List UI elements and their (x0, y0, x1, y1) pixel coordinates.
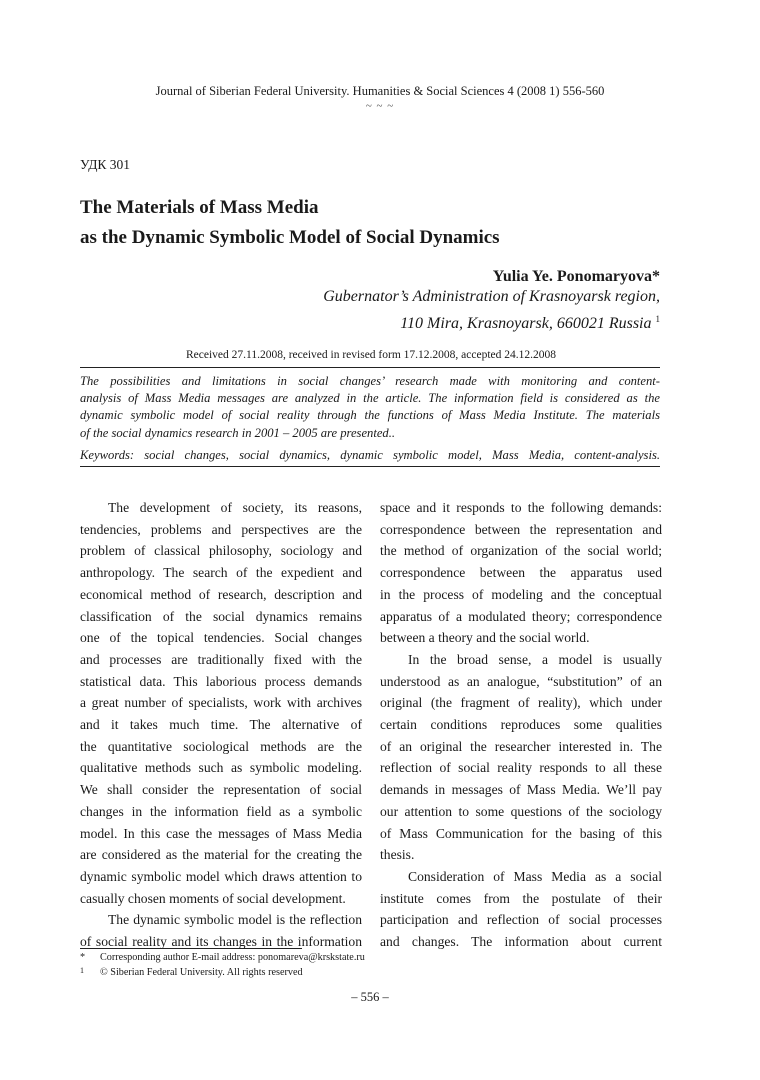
affiliation-line-2 (323, 308, 660, 335)
body-line: The dynamic symbolic model is the reflection (108, 912, 362, 928)
body-line: qualitative methods such as symbolic modeling. (80, 760, 362, 776)
article-title (80, 193, 500, 253)
body-line: the method of organization of the social world; (380, 543, 662, 559)
body-line: of social reality and its changes in the information (80, 934, 362, 950)
udk-code: УДК 301 (80, 157, 131, 172)
body-line: of an original the researcher interested in. The (380, 738, 662, 754)
body-line: reflection of social reality responds to all these (380, 760, 662, 776)
body-line: and processes are traditionally fixed with the (80, 651, 362, 667)
body-line: tendencies, problems and perspectives are the (80, 521, 362, 537)
body-line: in the process of modeling and the conceptual (380, 586, 662, 602)
received-dates: Received 27.11.2008, received in revised form 17.12.2008, accepted 24.12.2008 (185, 349, 557, 361)
body-line: model. In this case the messages of Mass Media (80, 825, 362, 841)
abstract-line: dynamic symbolic model of social reality through the functions of Mass Media Institute. The materials (80, 408, 660, 423)
header-ornament: ~ ~ ~ (365, 100, 395, 112)
body-line: demands in messages of Mass Media. We’ll pay (380, 782, 662, 798)
author-name: Yulia Ye. Ponomaryova* (492, 268, 660, 285)
body-line: correspondence between the apparatus used (380, 565, 662, 581)
title-line-1: The Materials of Mass Media (80, 197, 319, 218)
footnote-mark: 1 (80, 966, 84, 975)
body-line: of Mass Communication for the basing of this (380, 825, 662, 841)
footnote-corresponding-author (80, 952, 365, 963)
body-line: changes in the information field as a symbolic (80, 803, 362, 819)
body-line: correspondence between the representation and (380, 521, 662, 537)
body-line: Consideration of Mass Media as a social (408, 868, 662, 884)
body-line: and it takes much time. The alternative of (80, 717, 362, 733)
author-affiliation (323, 286, 660, 335)
footnote-rule (80, 948, 302, 949)
body-line: a great number of specialists, work with archives (80, 695, 362, 711)
abstract-line: analysis of Mass Media messages are analyzed in the article. The information field is considered as the (80, 391, 660, 406)
journal-header: Journal of Siberian Federal University. Humanities & Social Sciences 4 (2008 1) 556-560 (155, 84, 605, 98)
footnote-copyright (80, 966, 303, 978)
footnote-text: Corresponding author E-mail address: ponomareva@krskstate.ru (100, 952, 365, 963)
abstract (80, 373, 660, 442)
abstract-line: of the social dynamics research in 2001 – 2005 are presented.. (80, 425, 396, 440)
body-line: institute comes from the postulate of their (380, 890, 662, 906)
body-line: our attention to some questions of the sociology (380, 803, 662, 819)
body-line: participation and reflection of social processes (380, 912, 662, 928)
body-line: casually chosen moments of social development. (80, 890, 346, 906)
keywords: Keywords: social changes, social dynamics, dynamic symbolic model, Mass Media, content-analysis. (80, 448, 660, 462)
footnote-mark: * (80, 952, 86, 963)
body-line: the quantitative sociological methods are the (80, 738, 362, 754)
body-line: dynamic symbolic model which draws attention to (80, 868, 362, 884)
body-line: between a theory and the social world. (380, 630, 590, 646)
affiliation-address: 110 Mira, Krasnoyarsk, 660021 Russia (400, 315, 652, 332)
footnote-text: © Siberian Federal University. All rights reserved (100, 967, 303, 978)
body-line: We shall consider the representation of social (80, 782, 362, 798)
body-line: economical method of research, description and (80, 586, 362, 602)
body-line: understood as an analogue, “substitution” of an (380, 673, 662, 689)
abstract-line: The possibilities and limitations in social changes’ research made with monitoring and content- (80, 374, 660, 388)
body-line: one of the topical tendencies. Social changes (80, 630, 362, 646)
body-line: and changes. The information about current (380, 934, 662, 950)
body-line: classification of the social dynamics remains (80, 608, 362, 624)
page-number: – 556 – (351, 990, 389, 1004)
body-line: thesis. (380, 847, 415, 863)
affiliation-line-1: Gubernator’s Administration of Krasnoyarsk region, (323, 288, 660, 305)
affiliation-footnote-mark: 1 (655, 314, 660, 324)
body-column-left (80, 497, 362, 953)
body-line: statistical data. This laborious process demands (80, 673, 362, 689)
body-line: The development of society, its reasons, (108, 500, 362, 515)
body-line: In the broad sense, a model is usually (408, 651, 662, 667)
body-line: problem of classical philosophy, sociology and (80, 543, 362, 559)
body-line: anthropology. The search of the expedient and (80, 565, 362, 581)
title-line-2: as the Dynamic Symbolic Model of Social Dynamics (80, 227, 500, 248)
body-line: certain conditions reproduces some qualities (380, 717, 662, 733)
body-line: are considered as the material for the creating the (80, 847, 362, 863)
abstract-top-rule (80, 367, 660, 368)
body-column-right (380, 497, 662, 953)
body-line: apparatus of a modulated theory; correspondence (380, 608, 662, 624)
body-line: original (the fragment of reality), which under (380, 695, 662, 711)
abstract-bottom-rule (80, 466, 660, 467)
body-line: space and it responds to the following demands: (380, 500, 662, 515)
